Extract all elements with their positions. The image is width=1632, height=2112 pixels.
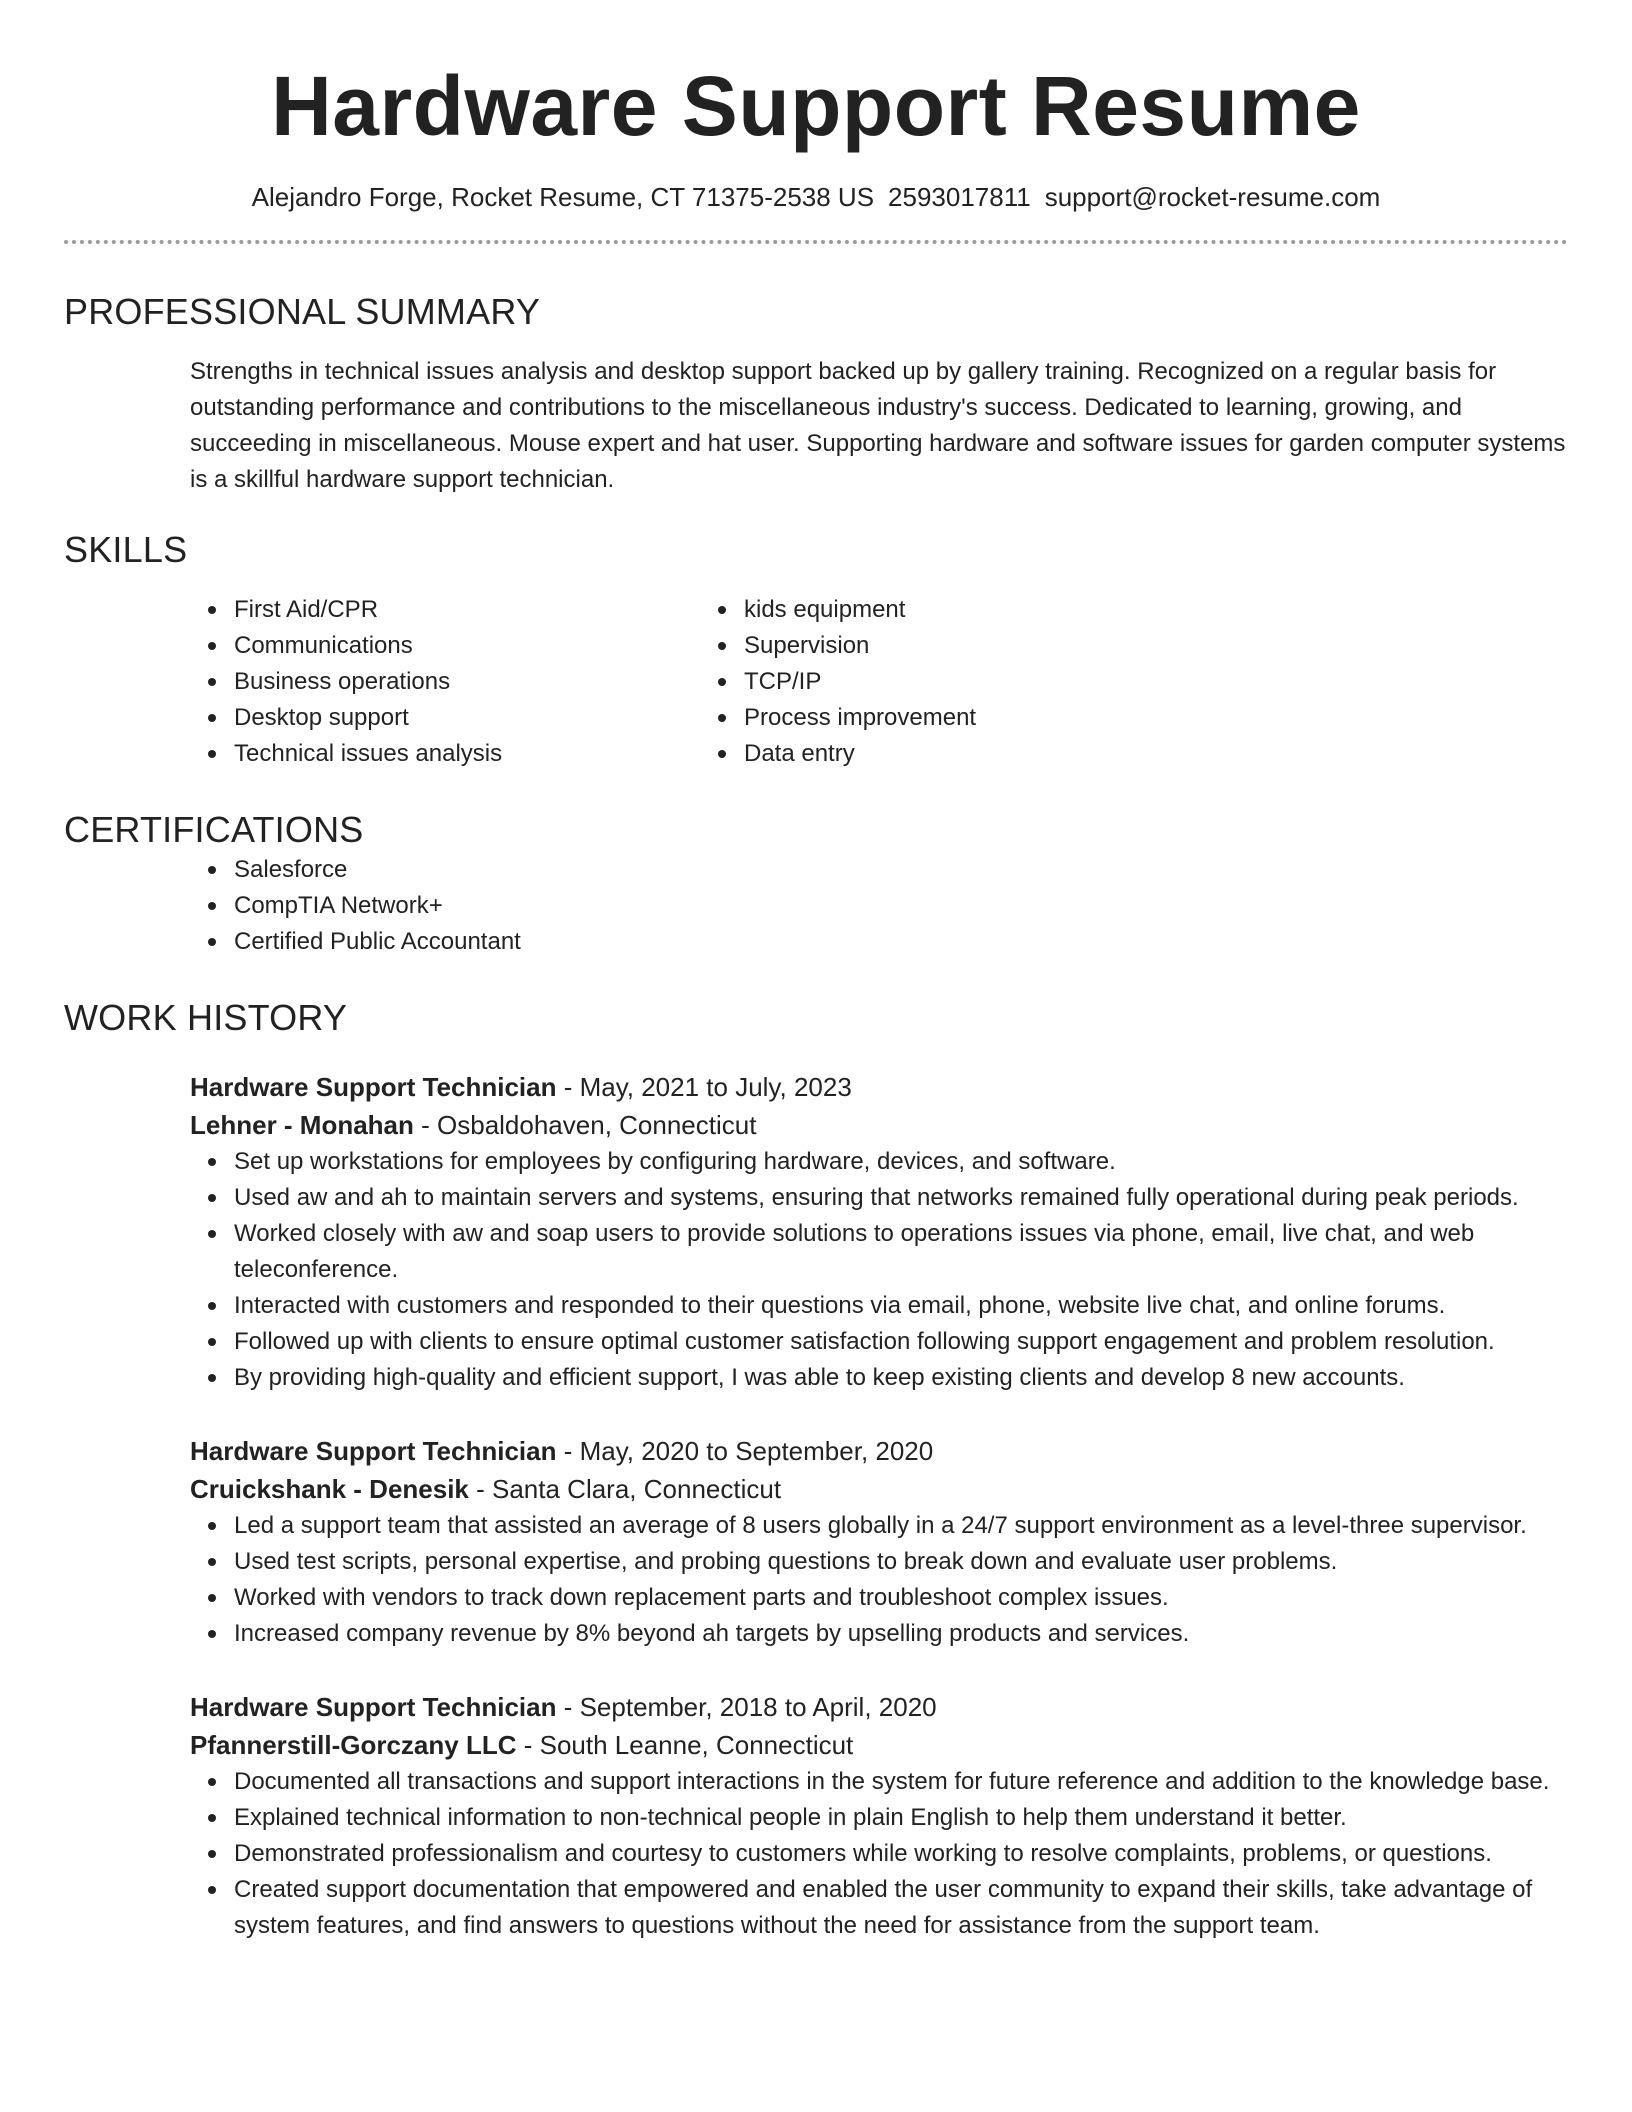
job-bullet: Explained technical information to non-technical people in plain English to help them understand it better. [234, 1800, 1568, 1836]
job-bullet: Demonstrated professionalism and courtesy to customers while working to resolve complaints, problems, or questions. [234, 1836, 1568, 1872]
job-title: Hardware Support Technician [190, 1692, 557, 1722]
resume-title: Hardware Support Resume [271, 59, 1361, 153]
summary-text: Strengths in technical issues analysis and desktop support backed up by gallery training. Recognized on a regular basis for outstanding performance and contributions to the miscellaneous industry's success. Dedicated to learning, growing, and succeeding in miscellaneous. Mouse expert and hat user. Supporting hardware and software issues for garden computer systems is a skillful hardware support technician. [190, 358, 1566, 493]
job-company-line [190, 1470, 1568, 1508]
skill-item: Process improvement [744, 700, 1424, 736]
contact-email[interactable]: support@rocket-resume.com [1044, 182, 1381, 212]
job-bullets [190, 1144, 1568, 1396]
job-bullets [190, 1508, 1568, 1652]
job-dates: - September, 2018 to April, 2020 [556, 1692, 937, 1722]
skills-left-list [64, 592, 744, 772]
job-dates: - May, 2021 to July, 2023 [556, 1072, 852, 1102]
job-title: Hardware Support Technician [190, 1436, 557, 1466]
skills-heading: SKILLS [64, 529, 188, 570]
work-history-heading: WORK HISTORY [64, 997, 348, 1038]
job-title-line [190, 1688, 1568, 1726]
job-bullet: Used test scripts, personal expertise, and probing questions to break down and evaluate user problems. [234, 1544, 1568, 1580]
skill-item: Communications [234, 628, 744, 664]
job-location: - Osbaldohaven, Connecticut [413, 1110, 757, 1140]
certification-item: Certified Public Accountant [234, 924, 1568, 960]
certification-item: CompTIA Network+ [234, 888, 1568, 924]
job-bullet: Set up workstations for employees by configuring hardware, devices, and software. [234, 1144, 1568, 1180]
job-bullet: Led a support team that assisted an average of 8 users globally in a 24/7 support environment as a level-three supervisor. [234, 1508, 1568, 1544]
skills-column-left [64, 592, 744, 772]
job-location: - South Leanne, Connecticut [516, 1730, 854, 1760]
skills-column-right [744, 592, 1424, 772]
job-title: Hardware Support Technician [190, 1072, 557, 1102]
skill-item: First Aid/CPR [234, 592, 744, 628]
job-bullets [190, 1764, 1568, 1944]
job-entry [190, 1688, 1568, 1944]
header-divider [64, 240, 1568, 244]
job-title-line [190, 1068, 1568, 1106]
job-entry [190, 1432, 1568, 1652]
job-company-line [190, 1106, 1568, 1144]
job-location: - Santa Clara, Connecticut [468, 1474, 782, 1504]
skill-item: Desktop support [234, 700, 744, 736]
job-bullet: Worked closely with aw and soap users to provide solutions to operations issues via phone, email, live chat, and web teleconference. [234, 1216, 1568, 1288]
skill-item: Technical issues analysis [234, 736, 744, 772]
contact-line [64, 180, 1568, 214]
job-title-line [190, 1432, 1568, 1470]
skill-item: Supervision [744, 628, 1424, 664]
contact-address: Alejandro Forge, Rocket Resume, CT 71375-2538 US [251, 182, 875, 212]
job-company-line [190, 1726, 1568, 1764]
job-bullet: By providing high-quality and efficient support, I was able to keep existing clients and develop 8 new accounts. [234, 1360, 1568, 1396]
skill-item: TCP/IP [744, 664, 1424, 700]
job-bullet: Followed up with clients to ensure optimal customer satisfaction following support engagement and problem resolution. [234, 1324, 1568, 1360]
job-company: Pfannerstill-Gorczany LLC [190, 1730, 517, 1760]
certification-item: Salesforce [234, 852, 1568, 888]
job-company: Lehner - Monahan [190, 1110, 414, 1140]
job-bullet: Created support documentation that empowered and enabled the user community to expand their skills, take advantage of system features, and find answers to questions without the need for assistance from the support team. [234, 1872, 1568, 1944]
contact-phone: 2593017811 [888, 182, 1031, 212]
job-bullet: Interacted with customers and responded to their questions via email, phone, website live chat, and online forums. [234, 1288, 1568, 1324]
skill-item: Data entry [744, 736, 1424, 772]
skills-right-list [744, 592, 1424, 772]
skill-item: Business operations [234, 664, 744, 700]
certifications-list [64, 852, 1568, 960]
skills-list [64, 592, 1568, 772]
job-bullet: Worked with vendors to track down replacement parts and troubleshoot complex issues. [234, 1580, 1568, 1616]
job-bullet: Increased company revenue by 8% beyond ah targets by upselling products and services. [234, 1616, 1568, 1652]
job-bullet: Documented all transactions and support interactions in the system for future reference and addition to the knowledge base. [234, 1764, 1568, 1800]
job-company: Cruickshank - Denesik [190, 1474, 469, 1504]
job-dates: - May, 2020 to September, 2020 [556, 1436, 934, 1466]
certifications-heading: CERTIFICATIONS [64, 809, 364, 850]
job-entry [190, 1068, 1568, 1396]
skill-item: kids equipment [744, 592, 1424, 628]
summary-heading: PROFESSIONAL SUMMARY [64, 291, 541, 332]
job-bullet: Used aw and ah to maintain servers and systems, ensuring that networks remained fully operational during peak periods. [234, 1180, 1568, 1216]
